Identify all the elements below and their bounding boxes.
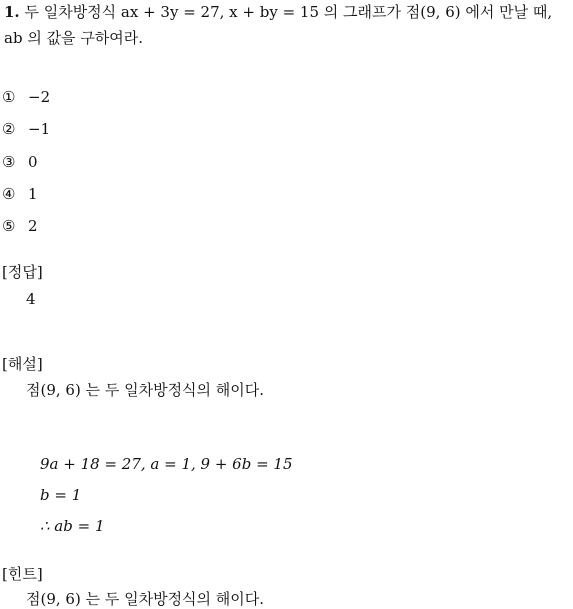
explanation-equation-1: 9a + 18 = 27, a = 1, 9 + 6b = 15 — [40, 455, 293, 473]
answer-value: 4 — [26, 290, 36, 308]
explanation-equation-2: b = 1 — [40, 486, 82, 504]
option-3-value: 0 — [28, 153, 38, 171]
option-5-number: ⑤ — [2, 217, 16, 235]
option-1-number: ① — [2, 88, 16, 106]
option-3-number: ③ — [2, 153, 16, 171]
option-1-value: −2 — [28, 88, 51, 106]
hint-label: [힌트] — [2, 565, 43, 583]
option-3[interactable] — [2, 152, 38, 172]
question-number: 1. — [4, 3, 20, 21]
option-2-value: −1 — [28, 120, 51, 138]
option-4[interactable] — [2, 184, 38, 204]
question-line-2: ab 의 값을 구하여라. — [4, 29, 144, 47]
option-4-number: ④ — [2, 185, 16, 203]
explanation-equation-3: ∴ ab = 1 — [40, 517, 105, 535]
option-5-value: 2 — [28, 217, 38, 235]
question-line-1 — [4, 2, 552, 22]
option-5[interactable] — [2, 216, 38, 236]
explanation-label: [해설] — [2, 355, 43, 373]
hint-text: 점(9, 6) 는 두 일차방정식의 해이다. — [26, 590, 265, 608]
option-2[interactable] — [2, 119, 50, 139]
option-1[interactable] — [2, 87, 50, 107]
option-2-number: ② — [2, 120, 16, 138]
option-4-value: 1 — [28, 185, 38, 203]
answer-label: [정답] — [2, 263, 43, 281]
explanation-text: 점(9, 6) 는 두 일차방정식의 해이다. — [26, 381, 265, 399]
question-text-line-1: 두 일차방정식 ax + 3y = 27, x + by = 15 의 그래프가 점(9, 6) 에서 만날 때, — [24, 3, 553, 21]
